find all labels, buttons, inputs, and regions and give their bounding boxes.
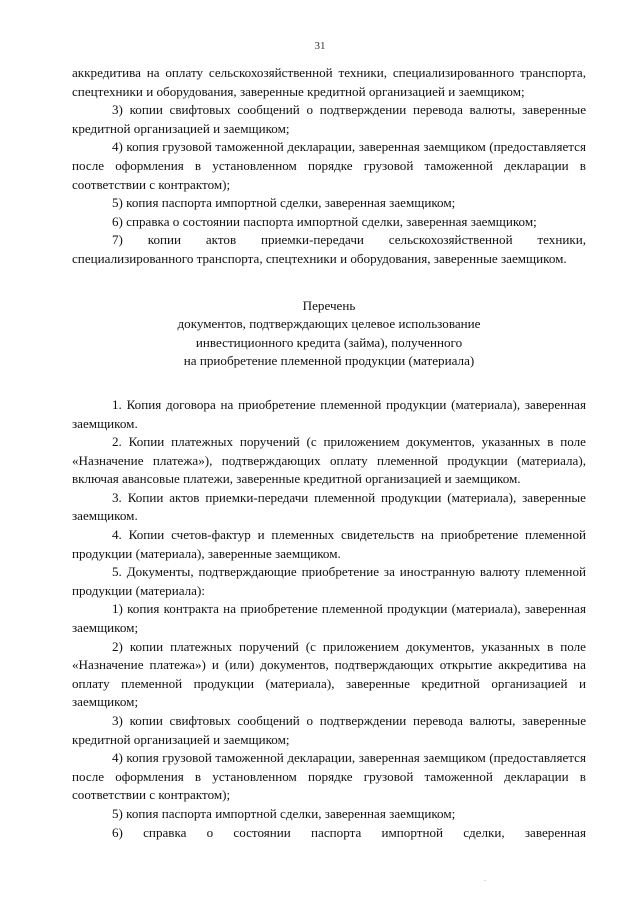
section-title-line-1: Перечень	[302, 297, 356, 313]
top-list-item-3: 3) копии свифтовых сообщений о подтверждении перевода валюты, заверенные кредитной организацией и заемщиком;	[72, 102, 586, 136]
section-title-line-2: документов, подтверждающих целевое использование	[177, 316, 481, 332]
page-number: 31	[314, 40, 326, 52]
list-item-2: 2. Копии платежных поручений (с приложением документов, указанных в поле «Назначение платежа»), подтверждающих оплату племенной продукции (материала), включая авансовые платежи, заверенные кредитной организацией и заемщиком.	[72, 434, 586, 487]
top-paragraph-continuation: аккредитива на оплату сельскохозяйственной техники, специализированного транспорта, спецтехники и оборудования, заверенные кредитной организацией и заемщиком;	[72, 65, 586, 99]
list-item-1: 1. Копия договора на приобретение племенной продукции (материала), заверенная заемщиком.	[72, 396, 586, 431]
sub-item-2: 2) копии платежных поручений (с приложением документов, указанных в поле «Назначение платежа») и (или) документов, подтверждающих открытие аккредитива на оплату племенной продукции (материала), заверенные кредитной организацией и заемщиком;	[72, 638, 586, 710]
sub-item-3: 3) копии свифтовых сообщений о подтверждении перевода валюты, заверенные кредитной организацией и заемщиком;	[72, 713, 586, 747]
sub-item-4: 4) копия грузовой таможенной декларации, заверенная заемщиком (предоставляется после оформления в установленном порядке грузовой таможенной декларации в соответствии с контрактом);	[72, 750, 586, 803]
top-list-item-6: 6) справка о состоянии паспорта импортной сделки, заверенная заемщиком;	[112, 213, 537, 229]
list-item-5: 5. Документы, подтверждающие приобретение за иностранную валюту племенной продукции (материала):	[72, 564, 586, 598]
scan-speck: .	[484, 874, 486, 883]
list-item-3: 3. Копии актов приемки-передачи племенной продукции (материала), заверенные заемщиком.	[72, 489, 586, 524]
top-list-item-5: 5) копия паспорта импортной сделки, заверенная заемщиком;	[112, 195, 456, 211]
sub-item-1: 1) копия контракта на приобретение племенной продукции (материала), заверенная заемщиком;	[72, 601, 586, 636]
section-title	[72, 297, 586, 371]
list-item-4: 4. Копии счетов-фактур и племенных свидетельств на приобретение племенной продукции (материала), заверенные заемщиком.	[72, 527, 586, 561]
top-list-item-4: 4) копия грузовой таможенной декларации, заверенная заемщиком (предоставляется после оформления в установленном порядке грузовой таможенной декларации в соответствии с контрактом);	[72, 139, 586, 192]
section-title-line-3: инвестиционного кредита (займа), полученного	[195, 334, 463, 350]
document-body	[72, 64, 586, 842]
sub-item-6: 6) справка о состоянии паспорта импортной сделки, заверенная	[112, 824, 586, 840]
section-title-line-4: на приобретение племенной продукции (материала)	[183, 353, 475, 369]
sub-item-5: 5) копия паспорта импортной сделки, заверенная заемщиком;	[112, 805, 456, 821]
top-list-item-7: 7) копии актов приемки-передачи сельскохозяйственной техники, специализированного транспорта, спецтехники и оборудования, заверенные заемщиком.	[72, 232, 586, 266]
